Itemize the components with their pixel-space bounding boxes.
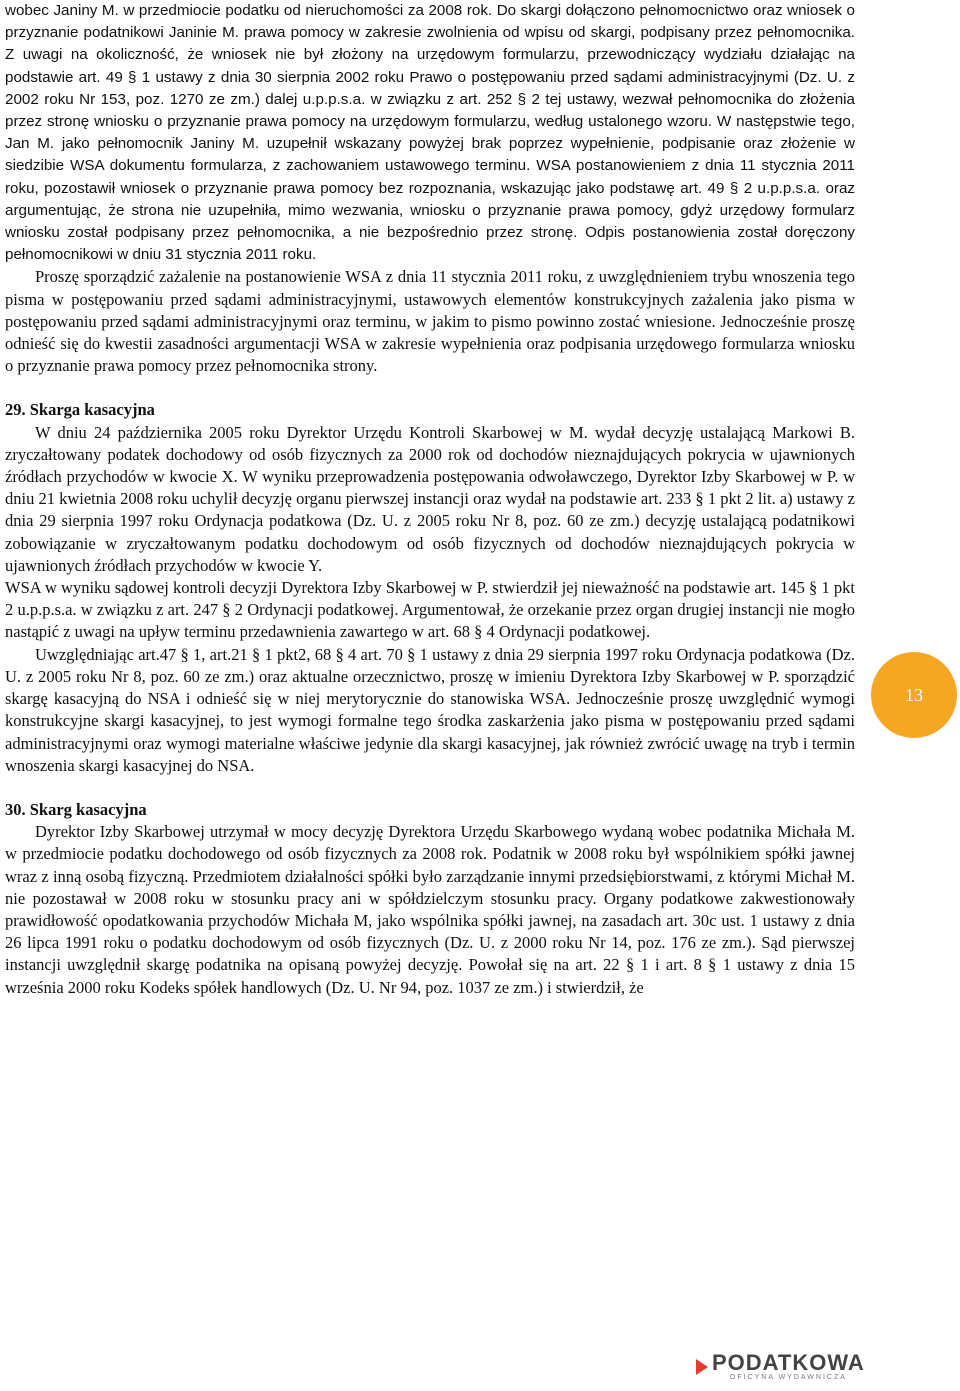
logo-wordmark: PODATKOWA: [712, 1350, 865, 1375]
section-30-title: 30. Skarg kasacyjna: [5, 799, 147, 819]
spacer: [5, 777, 855, 799]
section-29-title: 29. Skarga kasacyjna: [5, 400, 155, 420]
section-30-paragraph-1: Dyrektor Izby Skarbowej utrzymał w mocy decyzję Dyrektora Urzędu Skarbowego wydaną wobec podatnika Michała M. w przedmiocie podatku dochodowego od osób fizycznych za 2008 rok. Podatnik w 2008 roku był wspólnikiem spółki jawnej wraz z inną osobą fizyczną. Przedmiotem działalności spółki było zarządzanie innymi przedsiębiorstwami, z którymi Michał M. nie pozostawał w 2008 roku w stosunku pracy ani w spółdzielczym stosunku pracy. Organy podatkowe zakwestionowały prawidłowość opodatkowania przychodów Michała M, jako wspólnika spółki jawnej, na zasadach art. 30c ust. 1 ustawy z dnia 26 lipca 1991 roku o podatku dochodowym od osób fizycznych (Dz. U. z 2000 roku Nr 14, poz. 176 ze zm.). Sąd pierwszej instancji uwzględnił skargę podatnika na opisaną powyżej decyzję. Powołał się na art. 22 § 1 i art. 8 § 1 ustawy z dnia 15 września 2000 roku Kodeks spółek handlowych (Dz. U. Nr 94, poz. 1037 ze zm.) i stwierdził, że: [5, 822, 855, 997]
page-number-badge: 13: [871, 652, 957, 738]
document-page: [5, 0, 855, 999]
section-29-paragraph-1: W dniu 24 października 2005 roku Dyrektor Urzędu Kontroli Skarbowej w M. wydał decyzję ustalającą Markowi B. zryczałtowany podatek dochodowy od osób fizycznych za 2000 rok od dochodów nieznajdujących pokrycia w ujawnionych źródłach przychodów w kwocie X. W wyniku przeprowadzenia postępowania odwoławczego, Dyrektor Izby Skarbowej w P. w dniu 21 kwietnia 2008 roku uchylił decyzję organu pierwszej instancji oraz wydał na podstawie art. 233 § 1 pkt 2 lit. a) ustawy z dnia 29 sierpnia 1997 roku Ordynacja podatkowa (Dz. U. z 2005 roku Nr 8, poz. 60 ze zm.) decyzję ustalającą podatnikowi zobowiązanie w zryczałtowanym podatku dochodowym od osób fizycznych od dochodów nieznajdujących pokrycia w ujawnionych źródłach przychodów w kwocie Y.: [5, 422, 855, 575]
logo-tagline: OFICYNA WYDAWNICZA: [729, 1374, 847, 1381]
spacer: [5, 377, 855, 399]
section-29-paragraph-3: Uwzględniając art.47 § 1, art.21 § 1 pkt2, 68 § 4 art. 70 § 1 ustawy z dnia 29 sierpnia 1997 roku Ordynacja podatkowa (Dz. U. z 2005 roku Nr 8, poz. 60 ze zm.) oraz aktualne orzecznictwo, proszę w imieniu Dyrektora Izby Skarbowej w P. sporządzić skargę kasacyjną do NSA i odnieść się w niej merytorycznie do stanowiska WSA. Jednocześnie proszę uwzględnić wymogi konstrukcyjne skargi kasacyjnej, to jest wymogi formalne tego środka zaskarżenia jako pisma w postępowaniu przed sądami administracyjnymi oraz wymogi materialne właściwe jedynie dla skargi kasacyjnej, jak również zwrócić uwagę na tryb i termin wnoszenia skargi kasacyjnej do NSA.: [5, 644, 855, 775]
publisher-logo: [696, 1352, 865, 1381]
intro-paragraph-2: Proszę sporządzić zażalenie na postanowienie WSA z dnia 11 stycznia 2011 roku, z uwzględnieniem trybu wnoszenia tego pisma w postępowaniu przed sądami administracyjnymi, ustawowych elementów konstrukcyjnych zażalenia jako pisma w postępowaniu przed sądami administracyjnymi oraz terminu, w jakim to pismo powinno zostać wniesione. Jednocześnie proszę odnieść się do kwestii zasadności argumentacji WSA w zakresie wypełnienia oraz podpisania urzędowego formularza wniosku o przyznanie prawa pomocy przez pełnomocnika strony.: [5, 267, 855, 376]
logo-arrow-icon: [696, 1359, 708, 1375]
section-29-paragraph-2: WSA w wyniku sądowej kontroli decyzji Dyrektora Izby Skarbowej w P. stwierdził jej nieważność na podstawie art. 145 § 1 pkt 2 u.p.p.s.a. w związku z art. 247 § 2 Ordynacji podatkowej. Argumentował, że orzekanie przez organ drugiej instancji nie mogło nastąpić z uwagi na upływ terminu przedawnienia zawartego w art. 68 § 4 Ordynacji podatkowej.: [5, 578, 855, 642]
intro-paragraph-1: wobec Janiny M. w przedmiocie podatku od nieruchomości za 2008 rok. Do skargi dołączono pełnomocnictwo oraz wniosek o przyznanie podatnikowi Janinie M. prawa pomocy w zakresie zwolnienia od wpisu od skargi, podpisany przez pełnomocnika. Z uwagi na okoliczność, że wniosek nie był złożony na urzędowym formularzu, przewodniczący wydziału działając na podstawie art. 49 § 1 ustawy z dnia 30 sierpnia 2002 roku Prawo o postępowaniu przed sądami administracyjnymi (Dz. U. z 2002 roku Nr 153, poz. 1270 ze zm.) dalej u.p.p.s.a. w związku z art. 252 § 2 tej ustawy, wezwał pełnomocnika do złożenia przez stronę wniosku o przyznanie prawa pomocy na urzędowym formularzu, według ustalonego wzoru. W następstwie tego, Jan M. jako pełnomocnik Janiny M. uzupełnił wskazany powyżej brak poprzez wypełnienie, podpisanie oraz złożenie w siedzibie WSA dokumentu formularza, z zachowaniem ustawowego terminu. WSA postanowieniem z dnia 11 stycznia 2011 roku, pozostawił wniosek o przyznanie prawa pomocy bez rozpoznania, wskazując jako podstawę art. 49 § 2 u.p.p.s.a. oraz argumentując, że strona nie uzupełniła, mimo wezwania, wniosku o przyznanie prawa pomocy, gdyż urzędowy formularz wniosku został podpisany przez pełnomocnika, a nie bezpośrednio przez stronę. Odpis postanowienia został doręczony pełnomocnikowi w dniu 31 stycznia 2011 roku.: [5, 2, 855, 264]
